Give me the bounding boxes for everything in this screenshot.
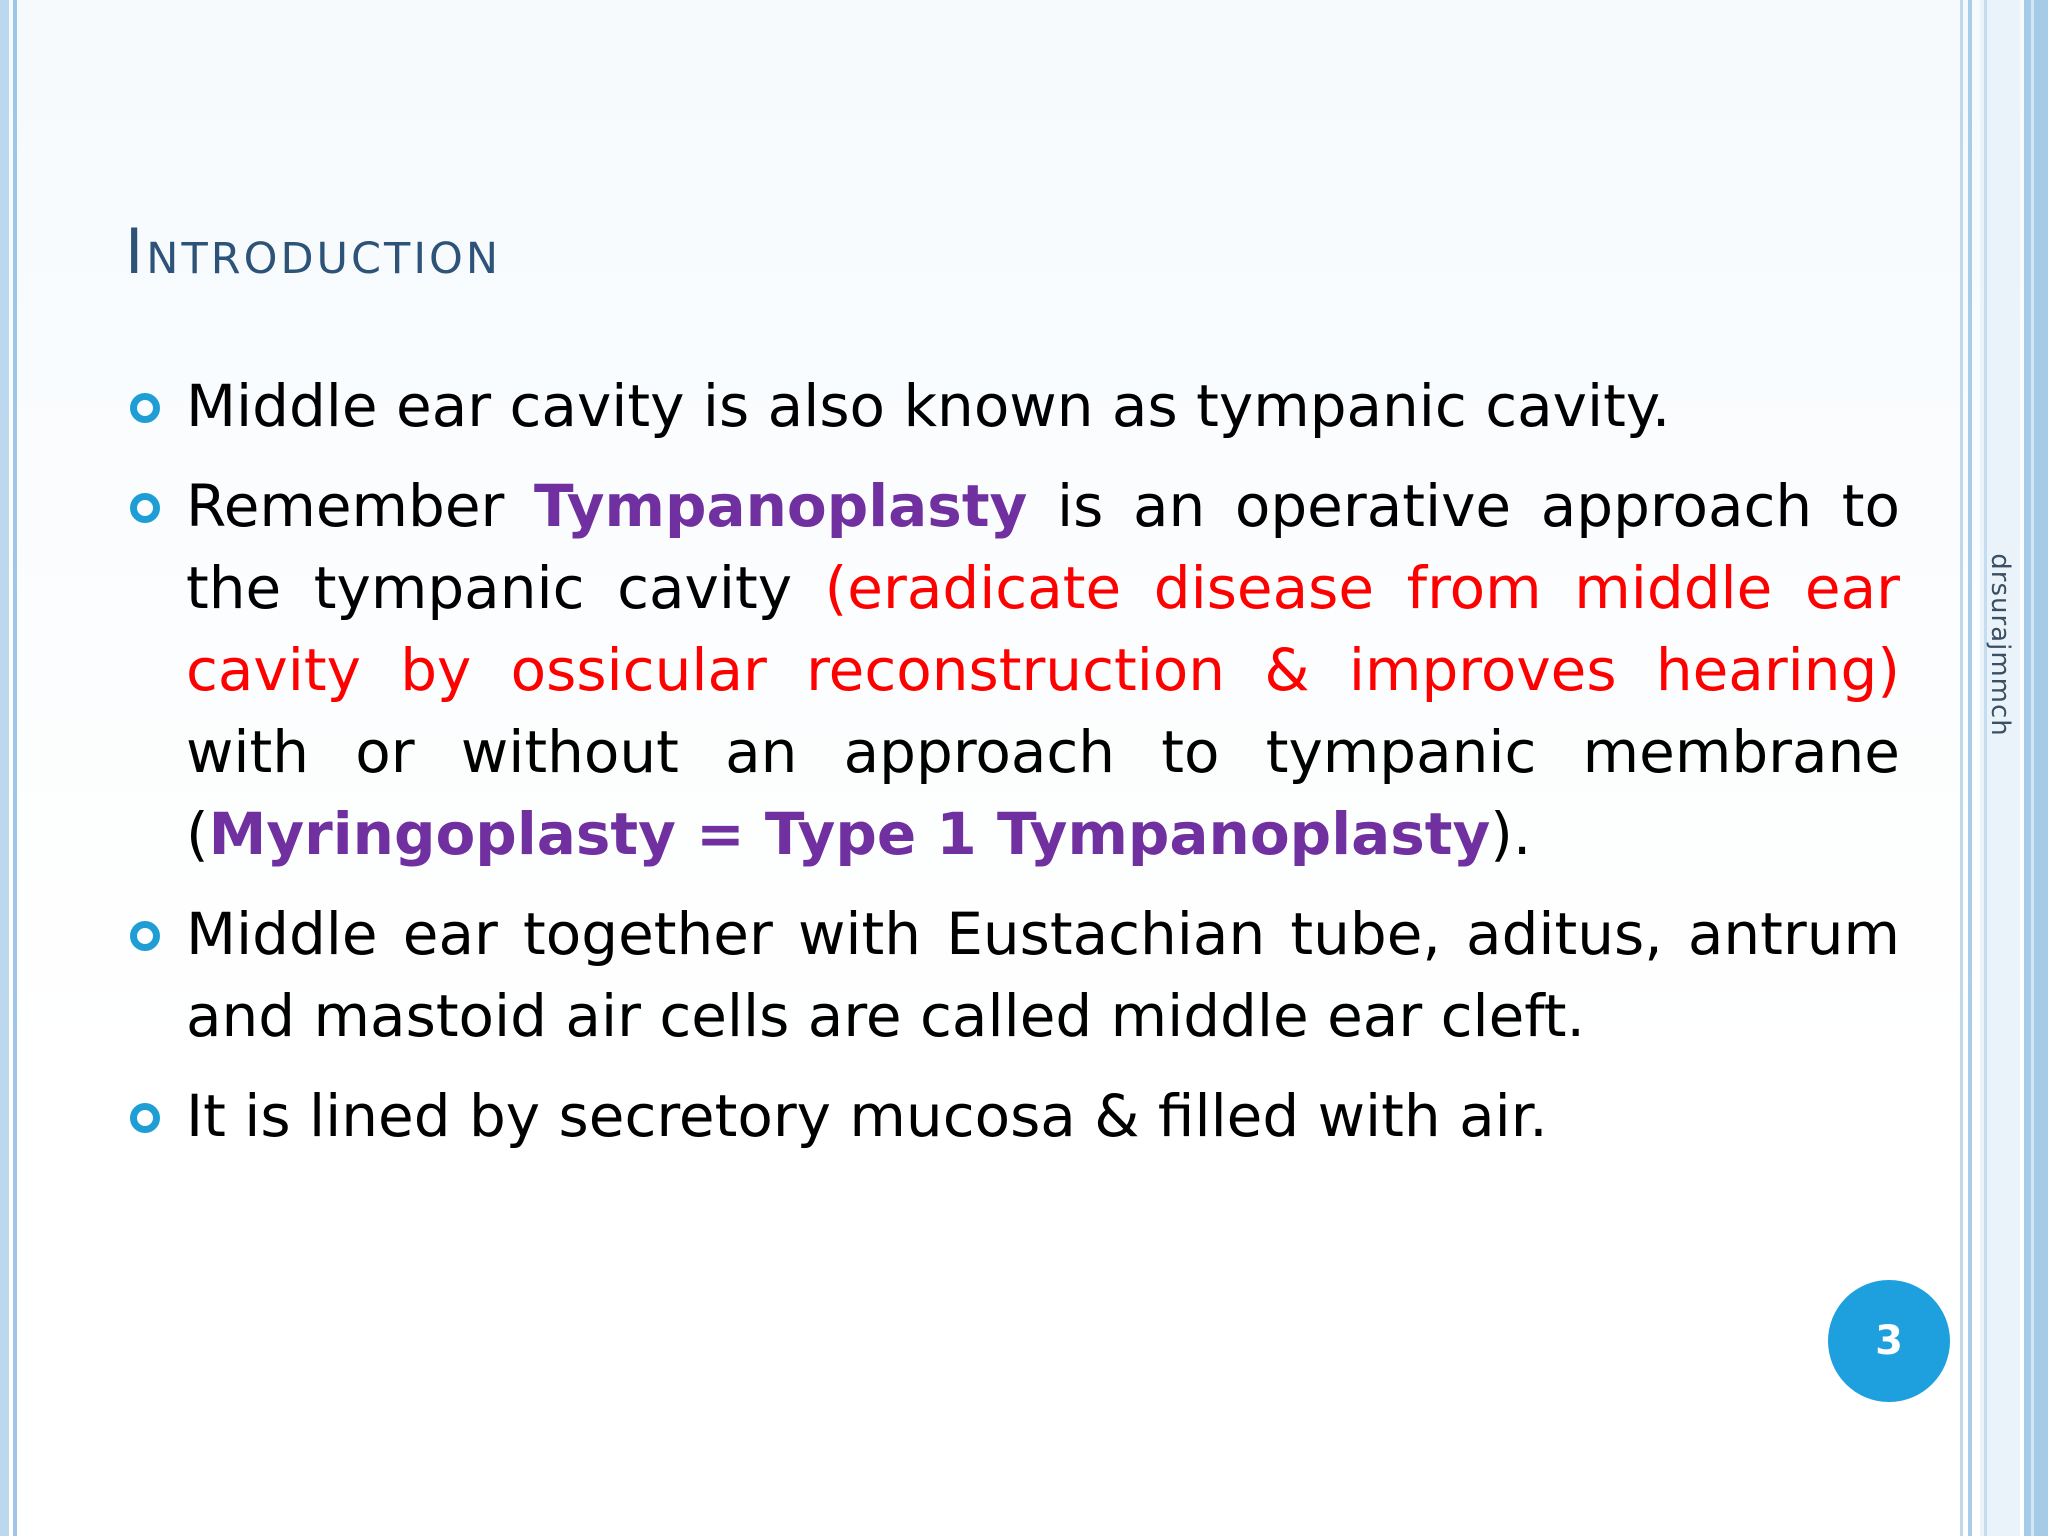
page-number-badge: 3 — [1828, 1280, 1950, 1402]
bullet-text: Remember — [186, 472, 535, 540]
red-note: (eradicate disease from middle ear cavity by ossicular reconstruction & improves hearing) — [186, 554, 1900, 704]
bullet-item — [130, 365, 1900, 447]
highlighted-term: Tympanoplasty — [534, 472, 1028, 540]
right-border-line — [1984, 0, 1987, 1536]
right-border-line — [1960, 0, 1963, 1536]
right-border-line — [2031, 0, 2034, 1536]
hollow-circle-bullet-icon — [130, 493, 160, 523]
bullet-text: It is lined by secretory mucosa & filled with air. — [186, 1082, 1548, 1150]
bullet-item — [130, 465, 1900, 875]
bullet-list — [130, 365, 1900, 1175]
hollow-circle-bullet-icon — [130, 1103, 160, 1133]
left-border-line — [13, 0, 17, 1536]
watermark-text: drsurajmmch — [1985, 553, 2015, 737]
right-border-line — [1968, 0, 1972, 1536]
bullet-text: Middle ear together with Eustachian tube, aditus, antrum and mastoid air cells are called middle ear cleft. — [186, 900, 1900, 1050]
bullet-item — [130, 1075, 1900, 1157]
highlighted-term: Myringoplasty = Type 1 Tympanoplasty — [208, 800, 1491, 868]
bullet-text: is an operative approach to the tympanic cavity — [186, 472, 1901, 622]
bullet-text: Middle ear cavity is also known as tympanic cavity. — [186, 372, 1671, 440]
bullet-text: with or without an approach to tympanic membrane ( — [186, 718, 1900, 868]
hollow-circle-bullet-icon — [130, 921, 160, 951]
bullet-text: ). — [1490, 800, 1532, 868]
bullet-item — [130, 893, 1900, 1057]
right-border-stripe — [2024, 0, 2048, 1536]
slide-title: Introduction — [125, 215, 502, 288]
left-border-stripe — [0, 0, 9, 1536]
hollow-circle-bullet-icon — [130, 393, 160, 423]
